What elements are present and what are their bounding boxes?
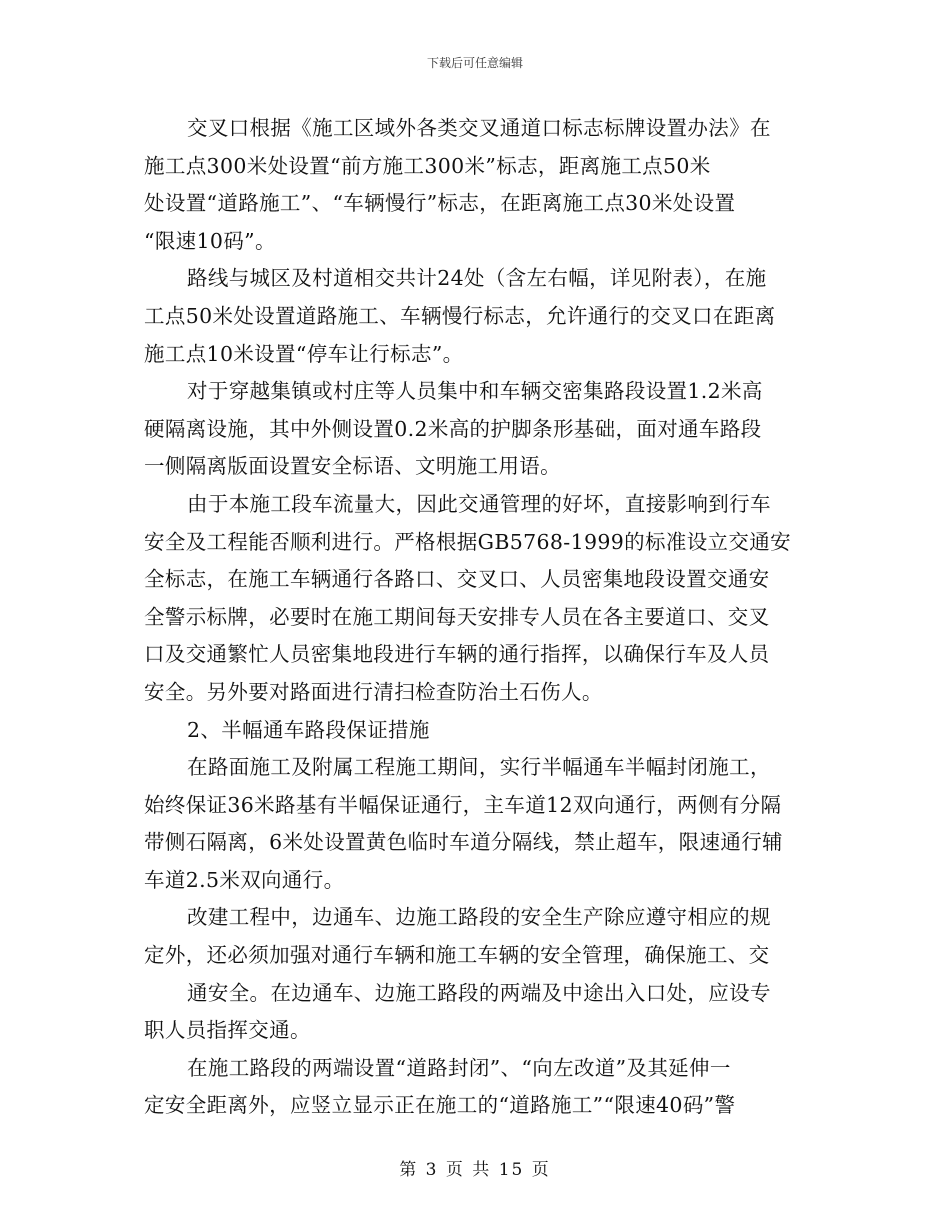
text-line: 带侧石隔离，6米处设置黄色临时车道分隔线，禁止超车，限速通行辅 xyxy=(144,830,783,855)
text-line: 通安全。在边通车、边施工路段的两端及中途出入口处，应设专 xyxy=(187,980,771,1005)
text-line: 改建工程中，边通车、边施工路段的安全生产除应遵守相应的规 xyxy=(187,905,771,930)
text-line: 全警示标牌，必要时在施工期间每天安排专人员在各主要道口、交叉 xyxy=(144,604,770,629)
text-line: 对于穿越集镇或村庄等人员集中和车辆交密集路段设置1.2米高 xyxy=(187,379,763,404)
text-line: 安全及工程能否顺利进行。严格根据GB5768-1999的标准设立交通安 xyxy=(144,529,791,554)
text-line: 硬隔离设施，其中外侧设置0.2米高的护脚条形基础，面对通车路段 xyxy=(144,416,762,441)
text-line: 交叉口根据《施工区域外各类交叉通道口标志标牌设置办法》在 xyxy=(187,116,771,140)
text-line: 口及交通繁忙人员密集地段进行车辆的通行指挥，以确保行车及人员 xyxy=(144,642,770,667)
section-heading: 2、半幅通车路段保证措施 xyxy=(187,717,430,742)
text-line: 车道2.5米双向通行。 xyxy=(144,867,345,892)
text-line: 始终保证36米路基有半幅保证通行，主车道12双向通行，两侧有分隔 xyxy=(144,792,782,817)
text-line: 处设置“道路施工”、“车辆慢行”标志，在距离施工点30米处设置 xyxy=(144,191,736,216)
text-line: 由于本施工段车流量大，因此交通管理的好坏，直接影响到行车 xyxy=(187,491,771,516)
text-line: 一侧隔离版面设置安全标语、文明施工用语。 xyxy=(144,454,561,479)
text-line: 定外，还必须加强对通行车辆和施工车辆的安全管理，确保施工、交 xyxy=(144,943,770,968)
text-line: 工点50米处设置道路施工、车辆慢行标志，允许通行的交叉口在距离 xyxy=(144,303,776,328)
text-line: 在施工路段的两端设置“道路封闭”、“向左改道”及其延伸一 xyxy=(187,1055,731,1080)
text-line: 职人员指挥交通。 xyxy=(144,1018,311,1043)
text-line: “限速10码”。 xyxy=(144,228,276,253)
header-note: 下载后可任意编辑 xyxy=(426,56,523,70)
text-line: 全标志，在施工车辆通行各路口、交叉口、人员密集地段设置交通安 xyxy=(144,567,770,592)
text-line: 定安全距离外，应竖立显示正在施工的“道路施工”“限速40码”警 xyxy=(144,1093,736,1118)
text-line: 施工点10米设置“停车让行标志”。 xyxy=(144,341,464,366)
page-number: 第 3 页 共 15 页 xyxy=(399,1160,551,1180)
text-line: 在路面施工及附属工程施工期间，实行半幅通车半幅封闭施工， xyxy=(187,755,771,780)
text-line: 路线与城区及村道相交共计24处（含左右幅，详见附表），在施 xyxy=(187,266,767,291)
text-line: 安全。另外要对路面进行清扫检查防治土石伤人。 xyxy=(144,679,603,704)
text-line: 施工点300米处设置“前方施工300米”标志，距离施工点50米 xyxy=(144,153,711,178)
body-text xyxy=(144,110,812,1125)
